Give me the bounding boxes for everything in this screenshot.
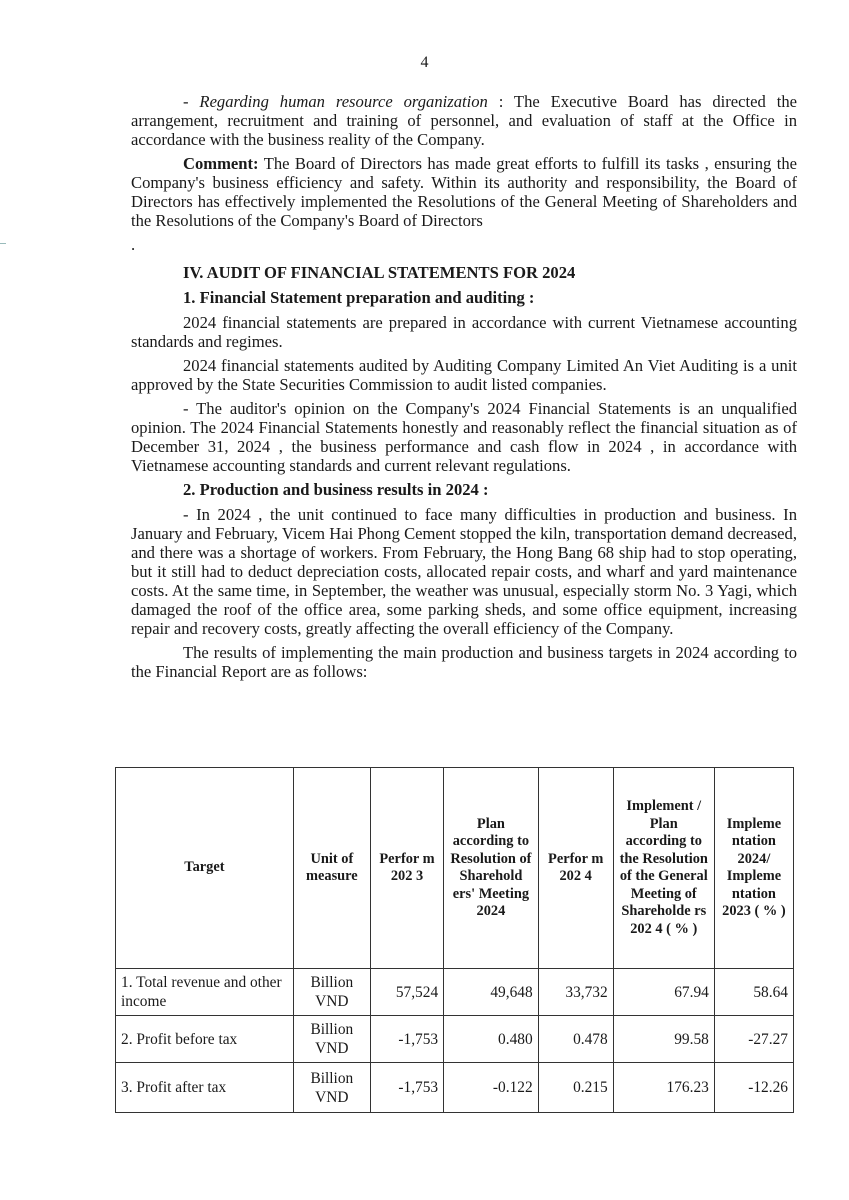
- cell-implementation-ratio: -12.26: [714, 1063, 793, 1113]
- header-unit: Unit of measure: [293, 768, 370, 969]
- paragraph-4: - In 2024 , the unit continued to face many difficulties in production and business. In January and February, Vicem Hai Phong Cement stopped the kiln, transportation demand decreased, and there was a shortage of workers. From February, the Hong Bang 68 ship had to stop operating, but it still had to deduct depreciation costs, allocated repair costs, and wharf and yard maintenance costs. At the same time, in September, the weather was unusual, especially storm No. 3 Yagi, which damaged the roof of the office area, some parking sheds, and some office equipment, increasing repair and recovery costs, greatly affecting the overall efficiency of the Company.: [131, 505, 797, 638]
- cell-perform-2023: -1,753: [370, 1063, 443, 1113]
- paragraph-1: 2024 financial statements are prepared in accordance with current Vietnamese accounting standards and regimes.: [131, 313, 797, 351]
- cell-implementation-ratio: 58.64: [714, 969, 793, 1016]
- cell-target: 1. Total revenue and other income: [116, 969, 294, 1016]
- cell-perform-2024: 0.478: [538, 1016, 613, 1063]
- cell-target: 2. Profit before tax: [116, 1016, 294, 1063]
- subsection-1-title: 1. Financial Statement preparation and auditing :: [183, 288, 535, 307]
- cell-perform-2023: -1,753: [370, 1016, 443, 1063]
- comment-label: Comment:: [183, 154, 259, 173]
- header-implement-plan: Implement / Plan according to the Resolution of the General Meeting of Shareholde rs 202 4 ( % ): [613, 768, 714, 969]
- results-table: [115, 767, 794, 1113]
- cell-implementation-ratio: -27.27: [714, 1016, 793, 1063]
- header-target: Target: [116, 768, 294, 969]
- cell-perform-2024: 33,732: [538, 969, 613, 1016]
- paragraph-2: 2024 financial statements audited by Auditing Company Limited An Viet Auditing is a unit approved by the State Securities Commission to audit listed companies.: [131, 356, 797, 394]
- table-row: [116, 1016, 794, 1063]
- cell-unit: Billion VND: [293, 1016, 370, 1063]
- table-header-row: [116, 768, 794, 969]
- paragraph-3: - The auditor's opinion on the Company's 2024 Financial Statements is an unqualified opinion. The 2024 Financial Statements honestly and reasonably reflect the financial situation as of December 31, 2024 , the business performance and cash flow in 2024 , in accordance with Vietnamese accounting standards and current relevant regulations.: [131, 399, 797, 475]
- comment-end-dot: .: [131, 235, 136, 254]
- subsection-2-title: 2. Production and business results in 2024 :: [183, 480, 489, 499]
- table-row: [116, 1063, 794, 1113]
- cell-target: 3. Profit after tax: [116, 1063, 294, 1113]
- cell-plan: 49,648: [444, 969, 539, 1016]
- document-body: [131, 92, 797, 686]
- section-title: IV. AUDIT OF FINANCIAL STATEMENTS FOR 2024: [183, 263, 576, 282]
- cell-implement-plan: 67.94: [613, 969, 714, 1016]
- hr-label: - Regarding human resource organization: [183, 92, 488, 111]
- paragraph-5: The results of implementing the main production and business targets in 2024 according to the Financial Report are as follows:: [131, 643, 797, 681]
- cell-unit: Billion VND: [293, 1063, 370, 1113]
- cell-plan: -0.122: [444, 1063, 539, 1113]
- comment-text: The Board of Directors has made great efforts to fulfill its tasks , ensuring the Company's business efficiency and safety. Within its authority and responsibility, the Board of Directors has effectively implemented the Resolutions of the General Meeting of Shareholders and the Resolutions of the Company's Board of Directors: [131, 154, 797, 230]
- scan-edge-mark: [0, 243, 6, 244]
- cell-perform-2024: 0.215: [538, 1063, 613, 1113]
- hr-paragraph: [131, 92, 797, 149]
- cell-implement-plan: 176.23: [613, 1063, 714, 1113]
- cell-implement-plan: 99.58: [613, 1016, 714, 1063]
- cell-perform-2023: 57,524: [370, 969, 443, 1016]
- cell-plan: 0.480: [444, 1016, 539, 1063]
- cell-unit: Billion VND: [293, 969, 370, 1016]
- hr-text: : The Executive Board has directed the arrangement, recruitment and training of personnel, and evaluation of staff at the Office in accordance with the business reality of the Company.: [131, 92, 797, 149]
- header-perform-2023: Perfor m 202 3: [370, 768, 443, 969]
- header-plan: Plan according to Resolution of Sharehold ers' Meeting 2024: [444, 768, 539, 969]
- comment-paragraph: [131, 154, 797, 230]
- header-implementation-ratio: Impleme ntation 2024/ Impleme ntation 2023 ( % ): [714, 768, 793, 969]
- page-number: 4: [420, 54, 429, 71]
- table-row: [116, 969, 794, 1016]
- header-perform-2024: Perfor m 202 4: [538, 768, 613, 969]
